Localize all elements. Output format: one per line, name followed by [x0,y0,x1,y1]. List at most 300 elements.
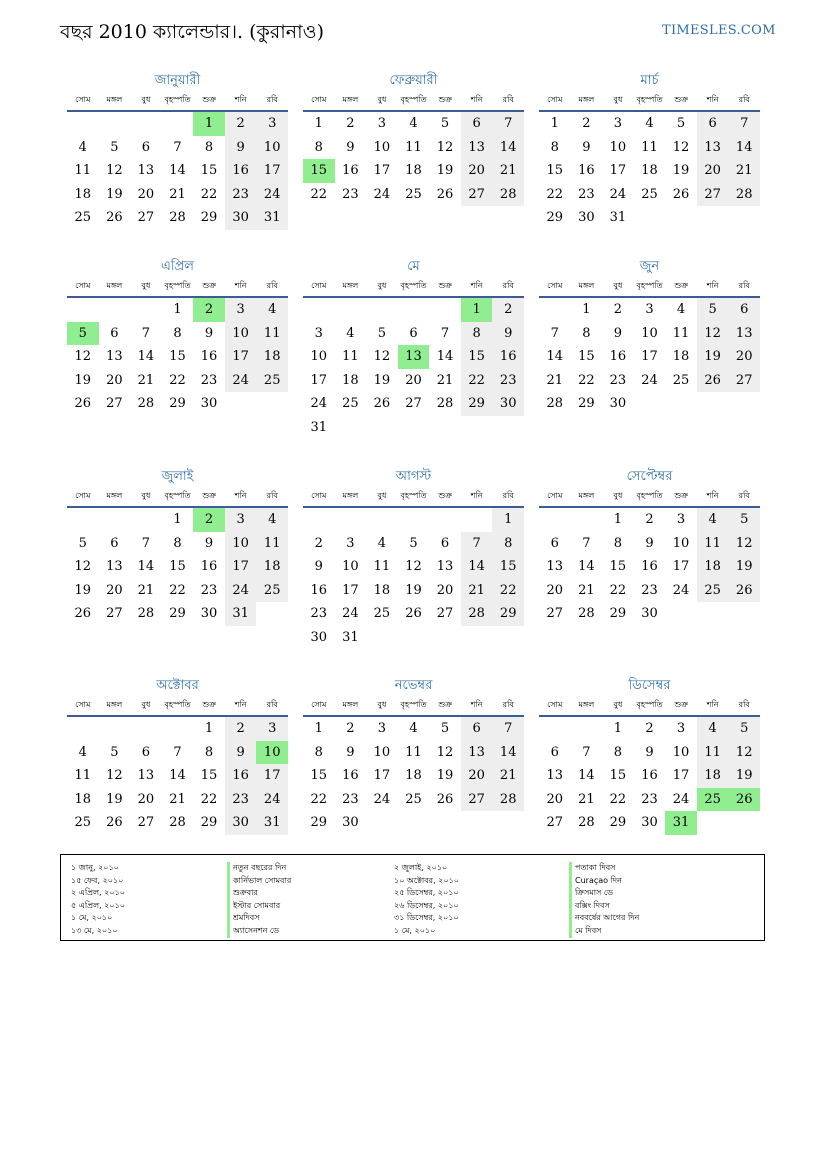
weekday-label: বুধ [377,490,387,500]
day-cell: 22 [310,186,328,202]
weekday-label: বুধ [377,280,387,290]
day-cell: 27 [546,606,564,622]
weekday-header [539,695,760,717]
day-cell: 20 [137,186,155,202]
day-cell: 19 [728,555,760,579]
weekday-label: বুধ [377,699,387,709]
day-cell: 3 [256,717,288,741]
day-cell: 22 [461,369,493,393]
day-cell: 13 [461,741,493,765]
empty-cell [99,112,131,136]
day-cell: 5 [110,744,119,760]
empty-cell [162,717,194,741]
day-cell: 5 [440,116,450,132]
weekday-label: শুক্র [438,490,452,500]
day-cell: 10 [256,136,288,160]
day-cell: 19 [436,163,454,179]
empty-cell [335,298,367,322]
day-cell: 2 [346,116,355,132]
day-cell: 24 [310,396,328,412]
empty-cell [130,298,162,322]
day-cell: 23 [342,186,359,202]
day-cell: 3 [377,116,387,132]
day-cell: 20 [137,791,155,807]
weekday-label: শনি [234,490,247,500]
day-cell: 17 [609,163,627,179]
day-cell: 5 [78,535,87,551]
day-cell: 21 [578,582,595,598]
weekday-label: মঙ্গল [106,490,123,500]
day-cell: 14 [728,136,760,160]
day-cell: 27 [405,396,422,412]
day-cell: 23 [310,606,328,622]
day-cell: 3 [613,116,623,132]
weekday-header [67,486,288,508]
weekday-header [67,276,288,298]
day-cell: 24 [225,579,257,603]
day-cell: 4 [78,139,87,155]
holiday-cell: 10 [256,741,288,765]
month-block [539,258,760,416]
day-cell: 17 [672,768,690,784]
day-cell: 10 [310,349,328,365]
day-cell: 19 [728,764,760,788]
day-cell: 29 [546,210,564,226]
legend-date: ৩১ ডিসেম্বর, ২০১০ [394,913,459,923]
day-cell: 3 [346,535,355,551]
day-grid [67,508,288,626]
empty-cell [67,298,99,322]
day-cell: 16 [609,349,627,365]
day-cell: 26 [672,186,690,202]
day-cell: 1 [314,116,323,132]
empty-cell [539,508,571,532]
weekday-header [539,276,760,298]
weekday-label: বুধ [377,94,387,104]
day-cell: 28 [492,788,524,812]
holiday-cell: 1 [461,298,493,322]
day-cell: 17 [225,345,257,369]
legend-holiday-name: কার্নিভাল সোমবার [227,875,291,888]
day-grid [539,508,760,626]
day-cell: 9 [225,741,257,765]
holiday-cell: 26 [728,788,760,812]
legend-holidays-right [569,862,639,938]
day-cell: 27 [728,369,760,393]
day-cell: 28 [169,210,186,226]
weekday-label: শুক্র [674,94,688,104]
day-grid [303,112,524,206]
day-grid [539,298,760,416]
weekday-label: শনি [234,280,247,290]
day-cell: 13 [106,349,123,365]
day-cell: 21 [436,372,454,388]
day-cell: 2 [645,512,654,528]
weekday-label: বৃহস্পতি [636,490,663,500]
day-cell: 9 [346,744,355,760]
day-cell: 7 [728,112,760,136]
weekday-label: শনি [234,699,247,709]
day-cell: 25 [256,579,288,603]
day-cell: 23 [225,788,257,812]
day-cell: 22 [492,579,524,603]
day-cell: 22 [609,582,627,598]
weekday-header [539,90,760,112]
day-cell: 17 [373,768,391,784]
day-cell: 15 [200,768,218,784]
holiday-cell: 5 [67,322,99,346]
empty-cell [130,717,162,741]
day-cell: 4 [346,325,355,341]
day-cell: 18 [697,555,729,579]
month-name: অক্টোবর [156,678,199,693]
day-cell: 25 [74,815,92,831]
day-grid [303,717,524,835]
empty-cell [398,298,430,322]
day-cell: 16 [342,768,359,784]
day-cell: 16 [225,159,257,183]
day-cell: 16 [578,163,595,179]
weekday-label: রবি [502,94,514,104]
weekday-label: বৃহস্পতি [636,280,663,290]
day-cell: 30 [225,811,257,835]
day-cell: 20 [697,159,729,183]
holiday-cell: 2 [193,508,225,532]
month-name: জুন [639,259,660,274]
day-cell: 24 [641,372,658,388]
day-cell: 3 [225,298,257,322]
day-cell: 12 [106,768,123,784]
day-cell: 11 [256,322,288,346]
day-cell: 2 [492,298,524,322]
month-block [303,72,524,206]
day-cell: 11 [641,139,658,155]
day-cell: 18 [405,768,422,784]
day-cell: 5 [110,139,119,155]
day-cell: 9 [204,325,214,341]
day-cell: 3 [225,508,257,532]
day-cell: 18 [697,764,729,788]
day-cell: 23 [200,372,218,388]
day-cell: 11 [373,559,391,575]
weekday-label: শনি [706,699,719,709]
weekday-label: সোম [547,699,563,709]
day-cell: 14 [436,349,454,365]
day-cell: 1 [173,512,182,528]
empty-cell [366,298,398,322]
empty-cell [130,508,162,532]
day-cell: 15 [492,555,524,579]
day-cell: 7 [550,325,559,341]
brand-link[interactable]: TIMESLES.COM [662,23,776,38]
weekday-label: শনি [470,699,483,709]
day-cell: 25 [697,579,729,603]
day-cell: 19 [405,582,422,598]
day-cell: 14 [461,555,493,579]
day-cell: 8 [204,744,214,760]
day-cell: 30 [200,396,218,412]
weekday-label: শুক্র [202,94,216,104]
day-cell: 31 [609,210,627,226]
day-cell: 18 [672,349,690,365]
day-cell: 11 [405,139,422,155]
day-cell: 25 [373,606,391,622]
weekday-label: মঙ্গল [342,699,359,709]
day-cell: 22 [609,791,627,807]
day-cell: 13 [461,136,493,160]
day-cell: 13 [546,768,564,784]
day-cell: 29 [169,606,186,622]
day-cell: 10 [672,535,690,551]
day-cell: 8 [173,325,182,341]
weekday-label: সোম [75,490,91,500]
empty-cell [67,112,99,136]
day-cell: 21 [578,791,595,807]
weekday-header [539,486,760,508]
day-cell: 30 [342,815,359,831]
day-cell: 18 [256,345,288,369]
holiday-cell: 1 [193,112,225,136]
legend-holiday-name: শুক্রবার [227,887,291,900]
empty-cell [67,717,99,741]
day-cell: 25 [405,791,422,807]
day-cell: 19 [106,791,123,807]
weekday-label: বৃহস্পতি [400,699,427,709]
day-cell: 30 [225,206,257,230]
day-cell: 18 [405,163,422,179]
day-cell: 15 [461,345,493,369]
day-cell: 19 [672,163,690,179]
day-cell: 20 [546,791,564,807]
weekday-label: বৃহস্পতি [164,280,191,290]
holiday-cell: 25 [697,788,729,812]
month-block [303,468,524,649]
day-cell: 11 [342,349,359,365]
day-cell: 15 [609,768,627,784]
day-cell: 29 [200,815,218,831]
day-cell: 26 [74,396,92,412]
day-cell: 6 [110,325,119,341]
empty-cell [429,508,461,532]
day-cell: 8 [613,744,623,760]
day-cell: 31 [225,602,257,626]
day-cell: 24 [373,186,391,202]
weekday-label: মঙ্গল [106,94,123,104]
day-cell: 7 [440,325,450,341]
day-cell: 1 [173,302,182,318]
legend-date: ৫ এপ্রিল, ২০১০ [71,900,125,910]
day-cell: 14 [169,768,186,784]
weekday-label: সোম [547,94,563,104]
day-cell: 17 [256,159,288,183]
weekday-header [303,90,524,112]
day-grid [539,112,760,230]
day-cell: 3 [314,325,323,341]
day-cell: 10 [342,559,359,575]
day-cell: 3 [676,512,686,528]
day-cell: 20 [461,159,493,183]
weekday-label: মঙ্গল [578,94,595,104]
weekday-label: শনি [470,94,483,104]
legend-holiday-name: মে দিবস [569,925,639,938]
weekday-label: শুক্র [438,699,452,709]
weekday-label: সোম [311,280,327,290]
day-cell: 8 [550,139,559,155]
day-cell: 15 [546,163,564,179]
day-cell: 30 [310,629,328,645]
day-grid [303,298,524,439]
day-cell: 23 [578,186,595,202]
weekday-label: বৃহস্পতি [400,94,427,104]
day-cell: 3 [645,302,654,318]
day-cell: 24 [672,582,690,598]
day-cell: 10 [672,744,690,760]
month-name: আগস্ট [395,469,432,484]
day-cell: 26 [106,815,123,831]
month-name: ফেব্রুয়ারী [389,73,438,88]
day-cell: 9 [645,535,654,551]
day-cell: 11 [672,325,690,341]
weekday-label: সোম [547,490,563,500]
day-cell: 26 [697,369,729,393]
month-block [539,72,760,230]
day-cell: 29 [461,392,493,416]
day-cell: 3 [676,721,686,737]
weekday-label: বৃহস্পতি [400,490,427,500]
day-cell: 9 [346,139,355,155]
holiday-legend [60,854,765,941]
day-cell: 7 [461,532,493,556]
empty-cell [162,112,194,136]
day-cell: 18 [342,372,359,388]
day-cell: 4 [256,298,288,322]
month-block [303,258,524,439]
day-cell: 12 [74,559,92,575]
day-cell: 2 [225,112,257,136]
day-cell: 9 [582,139,591,155]
legend-holiday-name: ক্রিসমাস ডে [569,887,639,900]
day-cell: 12 [74,349,92,365]
weekday-header [67,90,288,112]
day-cell: 30 [200,606,218,622]
day-cell: 13 [436,559,454,575]
day-cell: 21 [169,791,186,807]
day-cell: 24 [256,788,288,812]
day-cell: 2 [225,717,257,741]
day-cell: 2 [314,535,323,551]
day-cell: 24 [256,183,288,207]
empty-cell [398,508,430,532]
legend-date: ১ মে, ২০১০ [71,913,113,923]
weekday-label: রবি [738,280,750,290]
weekday-label: শনি [234,94,247,104]
day-cell: 4 [697,717,729,741]
weekday-label: রবি [738,699,750,709]
weekday-label: মঙ্গল [578,699,595,709]
day-cell: 7 [173,744,182,760]
day-cell: 11 [256,532,288,556]
legend-date: ১ মে, ২০১০ [394,925,436,935]
legend-date: ১ জানু, ২০১০ [71,863,119,872]
legend-dates-right [394,862,459,938]
weekday-label: সোম [311,490,327,500]
day-cell: 25 [405,186,422,202]
weekday-label: শুক্র [674,699,688,709]
day-cell: 22 [578,372,595,388]
day-cell: 6 [697,112,729,136]
empty-cell [429,298,461,322]
day-cell: 9 [645,744,654,760]
day-cell: 20 [405,372,422,388]
weekday-label: শনি [470,280,483,290]
day-cell: 30 [492,392,524,416]
day-cell: 6 [461,112,493,136]
day-cell: 16 [342,163,359,179]
weekday-label: সোম [311,94,327,104]
day-cell: 2 [613,302,623,318]
day-cell: 28 [546,396,564,412]
day-cell: 17 [373,163,391,179]
day-cell: 3 [377,721,387,737]
day-cell: 13 [546,559,564,575]
day-cell: 10 [225,322,257,346]
weekday-label: বুধ [613,94,623,104]
weekday-label: শনি [706,94,719,104]
day-cell: 11 [74,768,92,784]
day-cell: 21 [728,159,760,183]
legend-holiday-name: পতাকা দিবস [569,862,639,875]
day-cell: 22 [200,186,218,202]
day-cell: 28 [461,602,493,626]
weekday-label: মঙ্গল [342,94,359,104]
day-cell: 21 [137,372,155,388]
day-cell: 6 [550,535,559,551]
day-cell: 13 [728,322,760,346]
day-cell: 19 [697,345,729,369]
day-cell: 1 [613,512,623,528]
month-name: ডিসেম্বর [628,678,671,693]
day-cell: 31 [342,629,359,645]
day-cell: 5 [728,717,760,741]
day-cell: 21 [492,159,524,183]
day-cell: 17 [641,349,658,365]
weekday-header [303,486,524,508]
day-cell: 8 [613,535,623,551]
day-cell: 29 [310,815,328,831]
day-cell: 24 [225,369,257,393]
weekday-label: বুধ [613,490,623,500]
day-cell: 17 [342,582,359,598]
legend-holiday-name: নববর্ষের আগের দিন [569,912,639,925]
day-cell: 1 [550,116,559,132]
day-cell: 14 [578,559,595,575]
empty-cell [539,717,571,741]
legend-date: ২ এপ্রিল, ২০১০ [71,888,125,898]
day-cell: 27 [106,606,123,622]
day-cell: 28 [578,815,595,831]
legend-date: ১৫ ফেব, ২০১০ [71,875,124,885]
day-cell: 24 [672,791,690,807]
day-cell: 27 [436,606,454,622]
day-cell: 16 [492,345,524,369]
day-cell: 11 [405,744,422,760]
legend-holiday-name: শ্রমদিবস [227,912,291,925]
day-cell: 17 [310,372,328,388]
day-cell: 27 [106,396,123,412]
weekday-label: মঙ্গল [342,280,359,290]
day-cell: 27 [697,183,729,207]
day-cell: 6 [461,717,493,741]
